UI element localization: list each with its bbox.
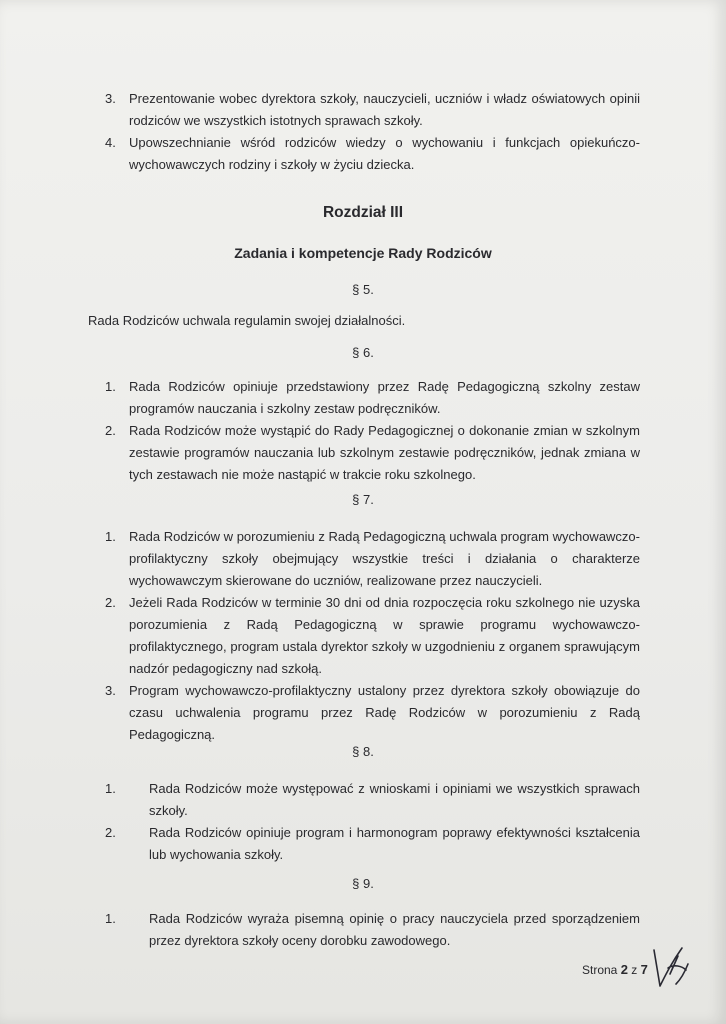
item-text: Rada Rodziców wyraża pisemną opinię o pracy nauczyciela przed sporządzeniem przez dyrektora szkoły oceny dorobku zawodowego. — [149, 911, 640, 948]
page-of: z — [631, 963, 638, 977]
item-number: 3. — [105, 91, 116, 106]
section-5-text: Rada Rodziców uchwala regulamin swojej działalności. — [88, 313, 406, 328]
chapter-title: Rozdział III — [322, 204, 404, 221]
item-number: 1. — [105, 781, 116, 796]
list-item — [105, 526, 640, 592]
section-6-sign: § 6. — [352, 345, 374, 360]
item-text: Rada Rodziców może występować z wnioskami i opiniami we wszystkich sprawach szkoły. — [149, 781, 640, 818]
list-item — [105, 132, 640, 176]
list-item — [105, 680, 640, 746]
page-label: Strona — [582, 963, 618, 977]
handwritten-initials-icon — [648, 944, 692, 990]
chapter-subtitle: Zadania i kompetencje Rady Rodziców — [234, 245, 492, 261]
section-8-list — [105, 778, 640, 866]
item-text: Upowszechnianie wśród rodziców wiedzy o wychowaniu i funkcjach opiekuńczo-wychowawczych rodziny i szkoły w życiu dziecka. — [129, 135, 640, 172]
list-item — [105, 908, 640, 952]
item-number: 1. — [105, 911, 116, 926]
item-number: 1. — [105, 529, 116, 544]
section-9-list — [105, 908, 640, 952]
section-6-list — [105, 376, 640, 486]
item-text: Rada Rodziców w porozumieniu z Radą Pedagogiczną uchwala program wychowawczo-profilaktyczny szkoły obejmujący wszystkie treści i działania o charakterze wychowawczym skierowane do uczniów, realizowane przez nauczycieli. — [129, 529, 640, 588]
section-5-sign: § 5. — [352, 282, 374, 297]
section-8-sign: § 8. — [352, 744, 374, 759]
current-page: 2 — [620, 962, 628, 977]
list-item — [105, 592, 640, 680]
item-number: 2. — [105, 595, 116, 610]
item-number: 2. — [105, 423, 116, 438]
item-text: Program wychowawczo-profilaktyczny ustalony przez dyrektora szkoły obowiązuje do czasu uchwalenia programu przez Radę Rodziców w porozumieniu z Radą Pedagogiczną. — [129, 683, 640, 742]
section-9-sign: § 9. — [352, 876, 374, 891]
list-item — [105, 822, 640, 866]
item-text: Rada Rodziców opiniuje program i harmonogram poprawy efektywności kształcenia lub wychowania szkoły. — [149, 825, 640, 862]
item-number: 4. — [105, 135, 116, 150]
item-number: 3. — [105, 683, 116, 698]
list-item — [105, 376, 640, 420]
item-text: Prezentowanie wobec dyrektora szkoły, nauczycieli, uczniów i władz oświatowych opinii rodziców we wszystkich istotnych sprawach szkoły. — [129, 91, 640, 128]
page-number — [582, 962, 648, 977]
section-7-list — [105, 526, 640, 746]
item-text: Rada Rodziców może wystąpić do Rady Pedagogicznej o dokonanie zmian w szkolnym zestawie programów nauczania lub szkolnym zestawie podręczników, jednak zmiana w tych zestawach nie może nastąpić w trakcie roku szkolnego. — [129, 423, 640, 482]
item-text: Jeżeli Rada Rodziców w terminie 30 dni od dnia rozpoczęcia roku szkolnego nie uzyska porozumienia z Radą Pedagogiczną w sprawie programu wychowawczo-profilaktycznego, program ustala dyrektor szkoły w uzgodnieniu z organem sprawującym nadzór pedagogiczny nad szkołą. — [129, 595, 640, 676]
item-number: 1. — [105, 379, 116, 394]
total-pages: 7 — [640, 962, 648, 977]
item-number: 2. — [105, 825, 116, 840]
section-7-sign: § 7. — [352, 492, 374, 507]
item-text: Rada Rodziców opiniuje przedstawiony przez Radę Pedagogiczną szkolny zestaw programów nauczania i szkolny zestaw podręczników. — [129, 379, 640, 416]
list-item — [105, 88, 640, 132]
intro-list — [105, 88, 640, 176]
list-item — [105, 420, 640, 486]
list-item — [105, 778, 640, 822]
